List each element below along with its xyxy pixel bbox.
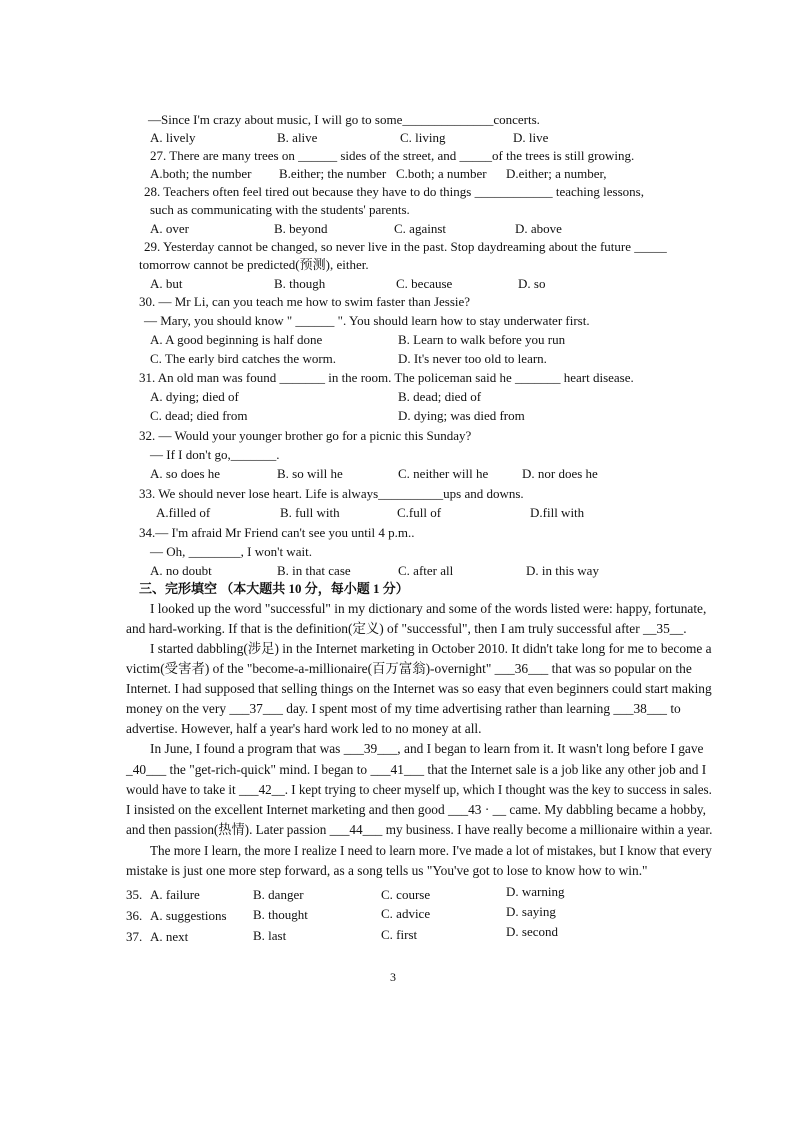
passage-line: I looked up the word "successful" in my dictionary and some of the words listed were: happy, fortunate, [150, 601, 707, 616]
cloze-number: 35. [126, 887, 143, 902]
q33-option-c: C.full of [397, 505, 442, 520]
cloze-number: 37. [126, 929, 143, 944]
q34-option-d: D. in this way [526, 563, 599, 578]
passage-line: In June, I found a program that was ___39___, and I began to learn from it. It wasn't long before I gave [150, 741, 704, 756]
q31-option-b: B. dead; died of [398, 389, 482, 404]
q32-option-d: D. nor does he [522, 466, 598, 481]
question-34-stem-cont: — Oh, ________, I won't wait. [150, 544, 312, 559]
q36-option-d: D. saying [506, 904, 556, 919]
question-33-stem: 33. We should never lose heart. Life is always__________ups and downs. [139, 486, 524, 501]
q31-option-d: D. dying; was died from [398, 408, 525, 423]
q35-option-c: C. course [381, 887, 431, 902]
q36-option-b: B. thought [253, 907, 308, 922]
q35-option-b: B. danger [253, 887, 304, 902]
page-number: 3 [390, 970, 396, 984]
passage-line: and then passion(热情). Later passion ___44___ my business. I have really become a millionaire within a year. [126, 822, 713, 837]
question-27-stem: 27. There are many trees on ______ sides of the street, and _____of the trees is still growing. [150, 148, 635, 163]
q28-option-b: B. beyond [274, 221, 328, 236]
q36-option-a: A. suggestions [150, 908, 227, 923]
passage-line: money on the very ___37___ day. I spent most of my time advertising rather than learning ___38___ to [126, 701, 681, 716]
q28-option-d: D. above [515, 221, 562, 236]
question-28-stem: 28. Teachers often feel tired out because they have to do things ____________ teaching lessons, [144, 184, 644, 199]
question-26-stem: —Since I'm crazy about music, I will go to some______________concerts. [148, 112, 540, 127]
passage-line: victim(受害者) of the "become-a-millionaire(百万富翁)-overnight" ___36___ that was so popular on the [126, 661, 692, 676]
q27-option-c: C.both; a number [396, 166, 487, 181]
q33-option-a: A.filled of [156, 505, 211, 520]
question-29-stem: 29. Yesterday cannot be changed, so never live in the past. Stop daydreaming about the future _____ [144, 239, 667, 254]
q31-option-c: C. dead; died from [150, 408, 248, 423]
q36-option-c: C. advice [381, 906, 431, 921]
question-32-stem-cont: — If I don't go,_______. [150, 447, 280, 462]
question-30-stem-cont: — Mary, you should know " ______ ". You should learn how to stay underwater first. [144, 313, 590, 328]
q34-option-c: C. after all [398, 563, 454, 578]
q30-option-a: A. A good beginning is half done [150, 332, 323, 347]
passage-line: _40___ the "get-rich-quick" mind. I began to ___41___ that the Internet sale is a job like any other job and I [126, 762, 707, 777]
q35-option-a: A. failure [150, 887, 200, 902]
q28-option-c: C. against [394, 221, 446, 236]
q32-option-b: B. so will he [277, 466, 343, 481]
passage-line: Internet. I had supposed that selling things on the Internet was so easy that even beginners could start making [126, 681, 712, 696]
passage-line: I insisted on the excellent Internet marketing and then good ___43 · __ came. My dabbling became a hobby, [126, 802, 706, 817]
section-heading: 三、完形填空 （本大题共 10 分，每小题 1 分） [139, 581, 409, 596]
q32-option-a: A. so does he [150, 466, 221, 481]
q34-option-a: A. no doubt [150, 563, 212, 578]
q35-option-d: D. warning [506, 884, 565, 899]
passage-line: I started dabbling(涉足) in the Internet marketing in October 2010. It didn't take long for me to become a [150, 641, 712, 656]
q26-option-a: A. lively [150, 130, 196, 145]
q29-option-c: C. because [396, 276, 453, 291]
q30-option-c: C. The early bird catches the worm. [150, 351, 337, 366]
q37-option-d: D. second [506, 924, 558, 939]
q37-option-c: C. first [381, 927, 418, 942]
question-29-stem-cont: tomorrow cannot be predicted(预测), either. [139, 257, 369, 272]
q28-option-a: A. over [150, 221, 189, 236]
q27-option-d: D.either; a number, [506, 166, 607, 181]
q27-option-b: B.either; the number [279, 166, 387, 181]
cloze-number: 36. [126, 908, 143, 923]
q33-option-d: D.fill with [530, 505, 585, 520]
q26-option-b: B. alive [277, 130, 318, 145]
q26-option-d: D. live [513, 130, 549, 145]
q29-option-a: A. but [150, 276, 183, 291]
q26-option-c: C. living [400, 130, 446, 145]
q37-option-b: B. last [253, 928, 287, 943]
q33-option-b: B. full with [280, 505, 340, 520]
passage-line: mistake is just one more step forward, as a song tells us "You've got to lose to know how to win." [126, 863, 648, 878]
q31-option-a: A. dying; died of [150, 389, 239, 404]
q27-option-a: A.both; the number [150, 166, 252, 181]
passage-line: would have to take it ___42__. I kept trying to cheer myself up, which I thought was the key to success in sales. [126, 782, 712, 797]
question-32-stem: 32. — Would your younger brother go for a picnic this Sunday? [139, 428, 472, 443]
question-28-stem-cont: such as communicating with the students' parents. [150, 202, 410, 217]
passage-line: and hard-working. If that is the definition(定义) of "successful", then I am truly successful after __35__. [126, 621, 687, 636]
q32-option-c: C. neither will he [398, 466, 489, 481]
passage-line: The more I learn, the more I realize I need to learn more. I've made a lot of mistakes, but I know that every [150, 843, 712, 858]
q30-option-b: B. Learn to walk before you run [398, 332, 566, 347]
passage-line: advertise. However, half a year's hard work led to no money at all. [126, 721, 482, 736]
q29-option-d: D. so [518, 276, 546, 291]
q30-option-d: D. It's never too old to learn. [398, 351, 547, 366]
q37-option-a: A. next [150, 929, 189, 944]
q29-option-b: B. though [274, 276, 326, 291]
q34-option-b: B. in that case [277, 563, 351, 578]
question-34-stem: 34.— I'm afraid Mr Friend can't see you until 4 p.m.. [139, 525, 415, 540]
question-30-stem: 30. — Mr Li, can you teach me how to swim faster than Jessie? [139, 294, 471, 309]
question-31-stem: 31. An old man was found _______ in the room. The policeman said he _______ heart disease. [139, 370, 634, 385]
